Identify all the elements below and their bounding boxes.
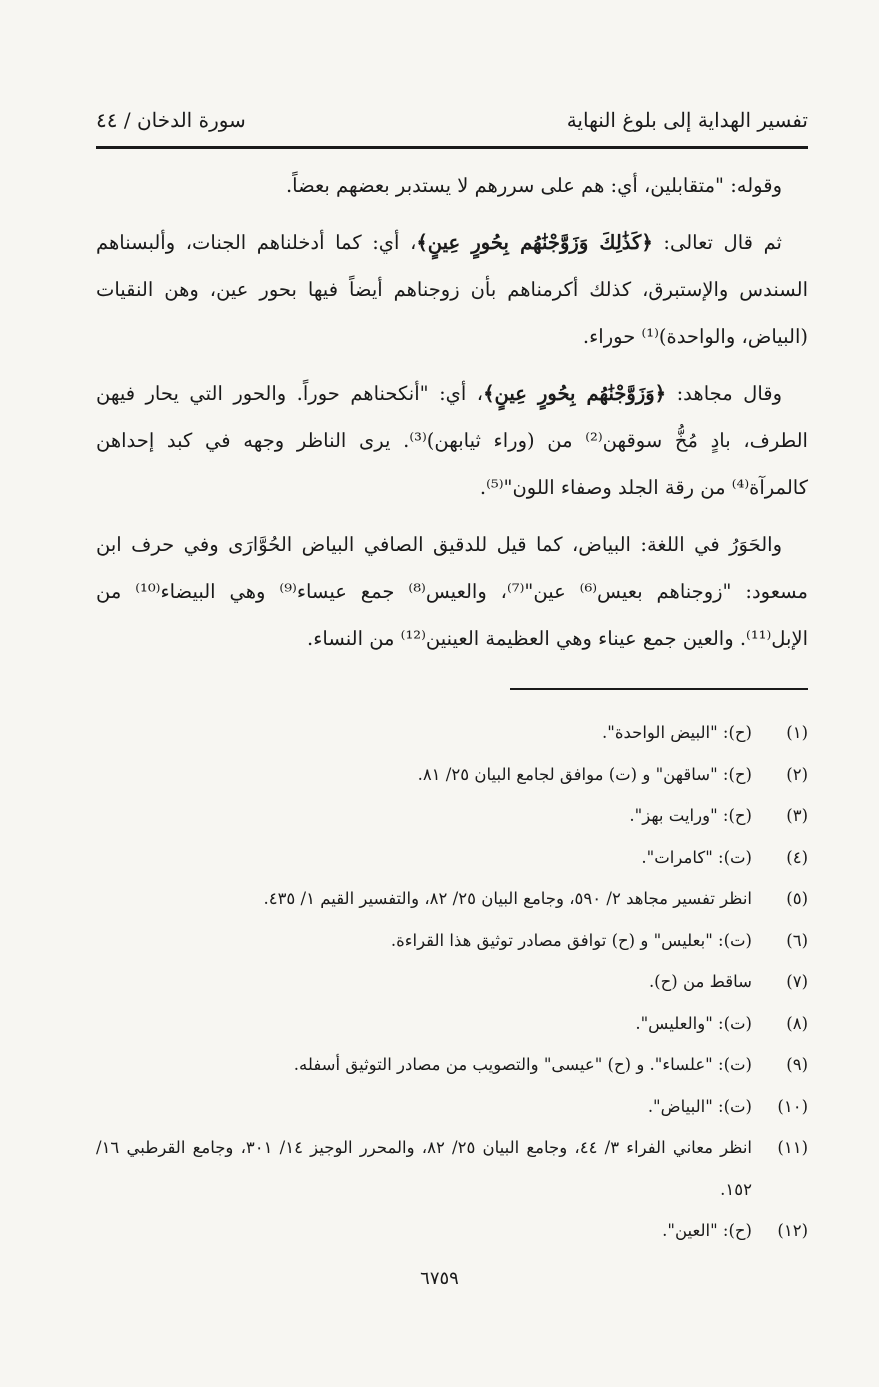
page-number: ٦٧٥٩ (420, 1268, 459, 1289)
footnote (96, 961, 808, 1003)
footnote-text: (ح): "ساقهن" و (ت) موافق لجامع البيان ٢٥/ ٨١. (417, 764, 752, 784)
footnote (96, 920, 808, 962)
paragraph-2-intro: ثم قال تعالى: (652, 231, 782, 254)
footnote-number: (١٢) (777, 1221, 808, 1240)
footnote-number: (٤) (786, 847, 808, 867)
footnote-number: (١) (786, 723, 808, 742)
footnote (96, 795, 808, 837)
footnote-text: (ح): "العين". (662, 1221, 752, 1240)
footnote-number: (٧) (786, 972, 808, 991)
footnote (96, 837, 808, 879)
footnote-text: (ت): "علساء". و (ح) "عيسى" والتصويب من مصادر التوثيق أسفله. (293, 1055, 752, 1074)
page-header (96, 100, 808, 140)
footnote-text: (ت): "بعليس" و (ح) توافق مصادر توثيق هذا القراءة. (390, 930, 752, 950)
footnote-number: (٦) (786, 930, 808, 950)
book-title: تفسير الهداية إلى بلوغ النهاية (566, 108, 808, 132)
footnote (96, 1003, 808, 1045)
footnote (96, 712, 808, 754)
footnote-number: (٨) (786, 1013, 808, 1033)
footnote-separator (510, 688, 808, 690)
paragraph-2 (96, 219, 808, 360)
footnote (96, 1210, 808, 1252)
footnote-number: (٢) (786, 764, 808, 784)
paragraph-1: وقوله: "متقابلين، أي: هم على سررهم لا يستدبر بعضهم بعضاً. (285, 174, 782, 197)
paragraph-2-rest: ، أي: كما أدخلناهم الجنات، وألبسناهم السندس والإستبرق، كذلك أكرمناهم بأن زوجناهم أيضاً فيها بحور عين، وهن النقيات (البياض، والواحدة)⁽¹⁾ حوراء. (96, 231, 808, 348)
footnotes (96, 712, 808, 1252)
main-text (96, 162, 808, 672)
footnote (96, 878, 808, 920)
paragraph-3-intro: وقال مجاهد: (666, 382, 782, 405)
footnote-text: (ت): "كامرات". (641, 847, 752, 867)
footnote-number: (١٠) (777, 1096, 808, 1116)
footnote-text: (ت): "والعليس". (635, 1013, 752, 1033)
header-rule (96, 146, 808, 149)
quran-quote: ﴿كَذَٰلِكَ وَزَوَّجْنَٰهُم بِحُورٍ عِينٍ﴾ (416, 231, 653, 254)
footnote-number: (٩) (786, 1055, 808, 1074)
footnote-number: (٣) (786, 806, 808, 825)
footnote (96, 1127, 808, 1210)
footnote-text: (ح): "البيض الواحدة". (601, 723, 752, 742)
footnote-text: انظر تفسير مجاهد ٢/ ٥٩٠، وجامع البيان ٢٥/ ٨٢، والتفسير القيم ١/ ٤٣٥. (263, 889, 752, 908)
quran-quote: ﴿وَزَوَّجْنَٰهُم بِحُورٍ عِينٍ﴾ (483, 382, 667, 405)
surah-label: سورة الدخان / ٤٤ (96, 108, 246, 132)
footnote-text: (ح): "ورايت بهز". (629, 806, 752, 825)
footnote-text: (ت): "البياض". (647, 1096, 752, 1116)
footnote-text: انظر معاني الفراء ٣/ ٤٤، وجامع البيان ٢٥/ ٨٢، والمحرر الوجيز ١٤/ ٣٠١، وجامع القرطبي ١٦/ ١٥٢. (96, 1138, 753, 1199)
paragraph-4: والحَوَرُ في اللغة: البياض، كما قيل للدقيق الصافي البياض الحُوَّارَى وفي حرف ابن مسعود: "زوجناهم بعيس⁽⁶⁾ عين"⁽⁷⁾، والعيس⁽⁸⁾ جمع عيساء⁽⁹⁾ وهي البيضاء⁽¹⁰⁾ من الإبل⁽¹¹⁾. والعين جمع عيناء وهي العظيمة العينين⁽¹²⁾ من النساء. (96, 533, 809, 650)
paragraph-3 (96, 370, 808, 511)
footnote (96, 1044, 808, 1086)
paragraph-3-rest: ، أي: "أنكحناهم حوراً. والحور التي يحار فيهن الطرف، بادٍ مُخُّ سوقهن⁽²⁾ من (وراء ثيابهن)⁽³⁾. يرى الناظر وجهه في كبد إحداهن كالمرآة⁽⁴⁾ من رقة الجلد وصفاء اللون"⁽⁵⁾. (96, 382, 808, 499)
footnote-number: (١١) (777, 1138, 808, 1157)
footnote-number: (٥) (786, 889, 808, 908)
footnote (96, 1086, 808, 1128)
footnote (96, 754, 808, 796)
footnote-text: ساقط من (ح). (648, 972, 752, 991)
